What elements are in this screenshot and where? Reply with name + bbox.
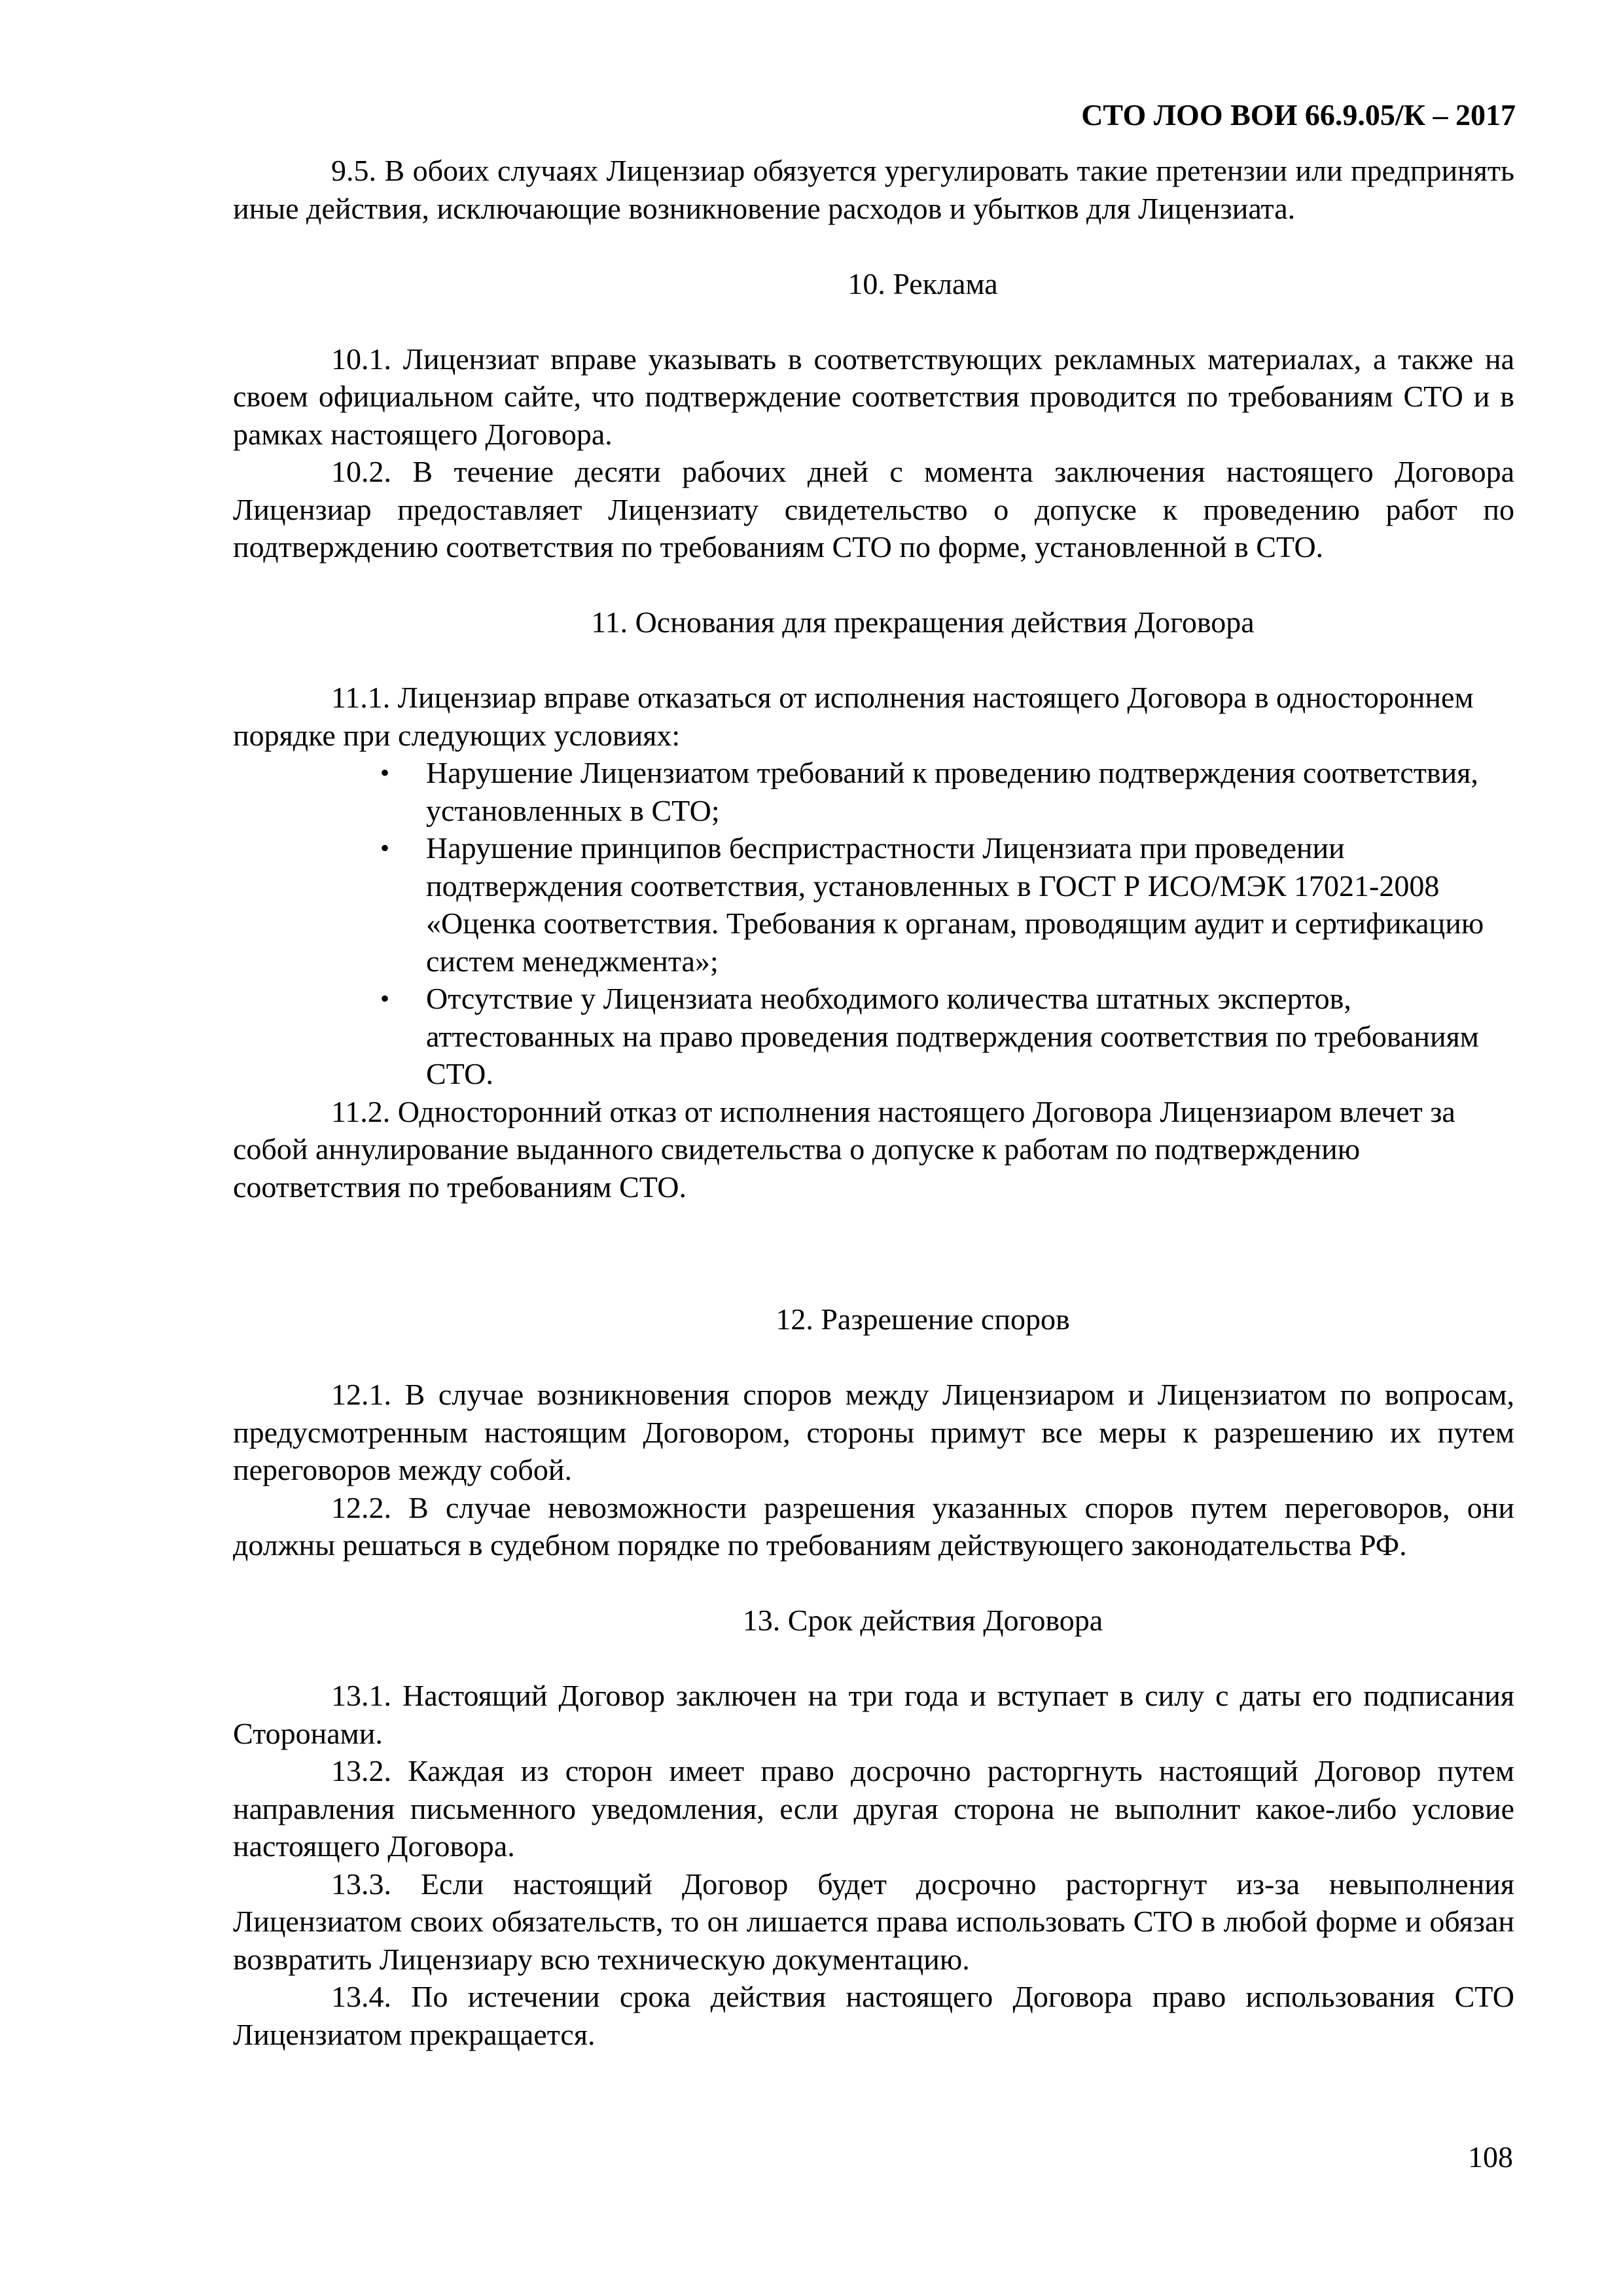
section-12-title: 12. Разрешение споров	[776, 1302, 1070, 1336]
list-item-text: Нарушение принципов беспристрастности Лицензиата при проведении подтверждения соответствия, установленных в ГОСТ Р ИСО/МЭК 17021-2008 «Оценка соответствия. Требования к органам, проводящим аудит и сертификацию систем менеджмента»;	[426, 831, 1484, 978]
clause-11-2: 11.2. Односторонний отказ от исполнения настоящего Договора Лицензиаром влечет за собой аннулирование выданного свидетельства о допуске к работам по подтверждению соответствия по требованиям СТО.	[233, 1094, 1455, 1204]
document-body	[233, 152, 1514, 2053]
bullet-icon: •	[380, 984, 390, 1013]
clause-13-3: 13.3. Если настоящий Договор будет досрочно расторгнут из-за невыполнения Лицензиатом своих обязательств, то он лишается права использовать СТО в любой форме и обязан возвратить Лицензиару всю техническую документацию.	[233, 1867, 1514, 1976]
section-11-title: 11. Основания для прекращения действия Договора	[591, 605, 1255, 639]
conditions-list	[233, 754, 1514, 1093]
clause-10-1: 10.1. Лицензиат вправе указывать в соответствующих рекламных материалах, а также на своем официальном сайте, что подтверждение соответствия проводится по требованиям СТО и в рамках настоящего Договора.	[233, 342, 1514, 451]
page-number: 108	[1468, 2140, 1513, 2174]
clause-13-4: 13.4. По истечении срока действия настоящего Договора право использования СТО Лицензиатом прекращается.	[233, 1980, 1514, 2051]
section-13-title: 13. Срок действия Договора	[742, 1604, 1103, 1637]
bullet-icon: •	[380, 758, 390, 787]
clause-13-2: 13.2. Каждая из сторон имеет право досрочно расторгнуть настоящий Договор путем направления письменного уведомления, если другая сторона не выполнит какое-либо условие настоящего Договора.	[233, 1754, 1514, 1863]
clause-10-2: 10.2. В течение десяти рабочих дней с момента заключения настоящего Договора Лицензиар предоставляет Лицензиату свидетельство о допуске к проведению работ по подтверждению соответствия по требованиям СТО по форме, установленной в СТО.	[233, 455, 1514, 564]
clause-13-1: 13.1. Настоящий Договор заключен на три года и вступает в силу с даты его подписания Сторонами.	[233, 1679, 1514, 1750]
list-item	[380, 754, 1514, 829]
bullet-icon: •	[380, 833, 390, 863]
list-item	[380, 980, 1514, 1093]
list-item-text: Отсутствие у Лицензиата необходимого количества штатных экспертов, аттестованных на право проведения подтверждения соответствия по требованиям СТО.	[426, 982, 1479, 1090]
section-10-title: 10. Реклама	[847, 266, 998, 300]
clause-9-5: 9.5. В обоих случаях Лицензиар обязуется урегулировать такие претензии или предпринять иные действия, исключающие возникновение расходов и убытков для Лицензиата.	[233, 154, 1514, 225]
list-item-text: Нарушение Лицензиатом требований к проведению подтверждения соответствия, установленных в СТО;	[426, 756, 1478, 827]
clause-12-1: 12.1. В случае возникновения споров между Лицензиаром и Лицензиатом по вопросам, предусмотренным настоящим Договором, стороны примут все меры к разрешению их путем переговоров между собой.	[233, 1378, 1514, 1486]
clause-12-2: 12.2. В случае невозможности разрешения указанных споров путем переговоров, они должны решаться в судебном порядке по требованиям действующего законодательства РФ.	[233, 1490, 1514, 1562]
list-item	[380, 829, 1514, 980]
document-code-header: СТО ЛОО ВОИ 66.9.05/К – 2017	[1081, 98, 1516, 132]
clause-11-1: 11.1. Лицензиар вправе отказаться от исполнения настоящего Договора в одностороннем порядке при следующих условиях:	[233, 681, 1474, 752]
